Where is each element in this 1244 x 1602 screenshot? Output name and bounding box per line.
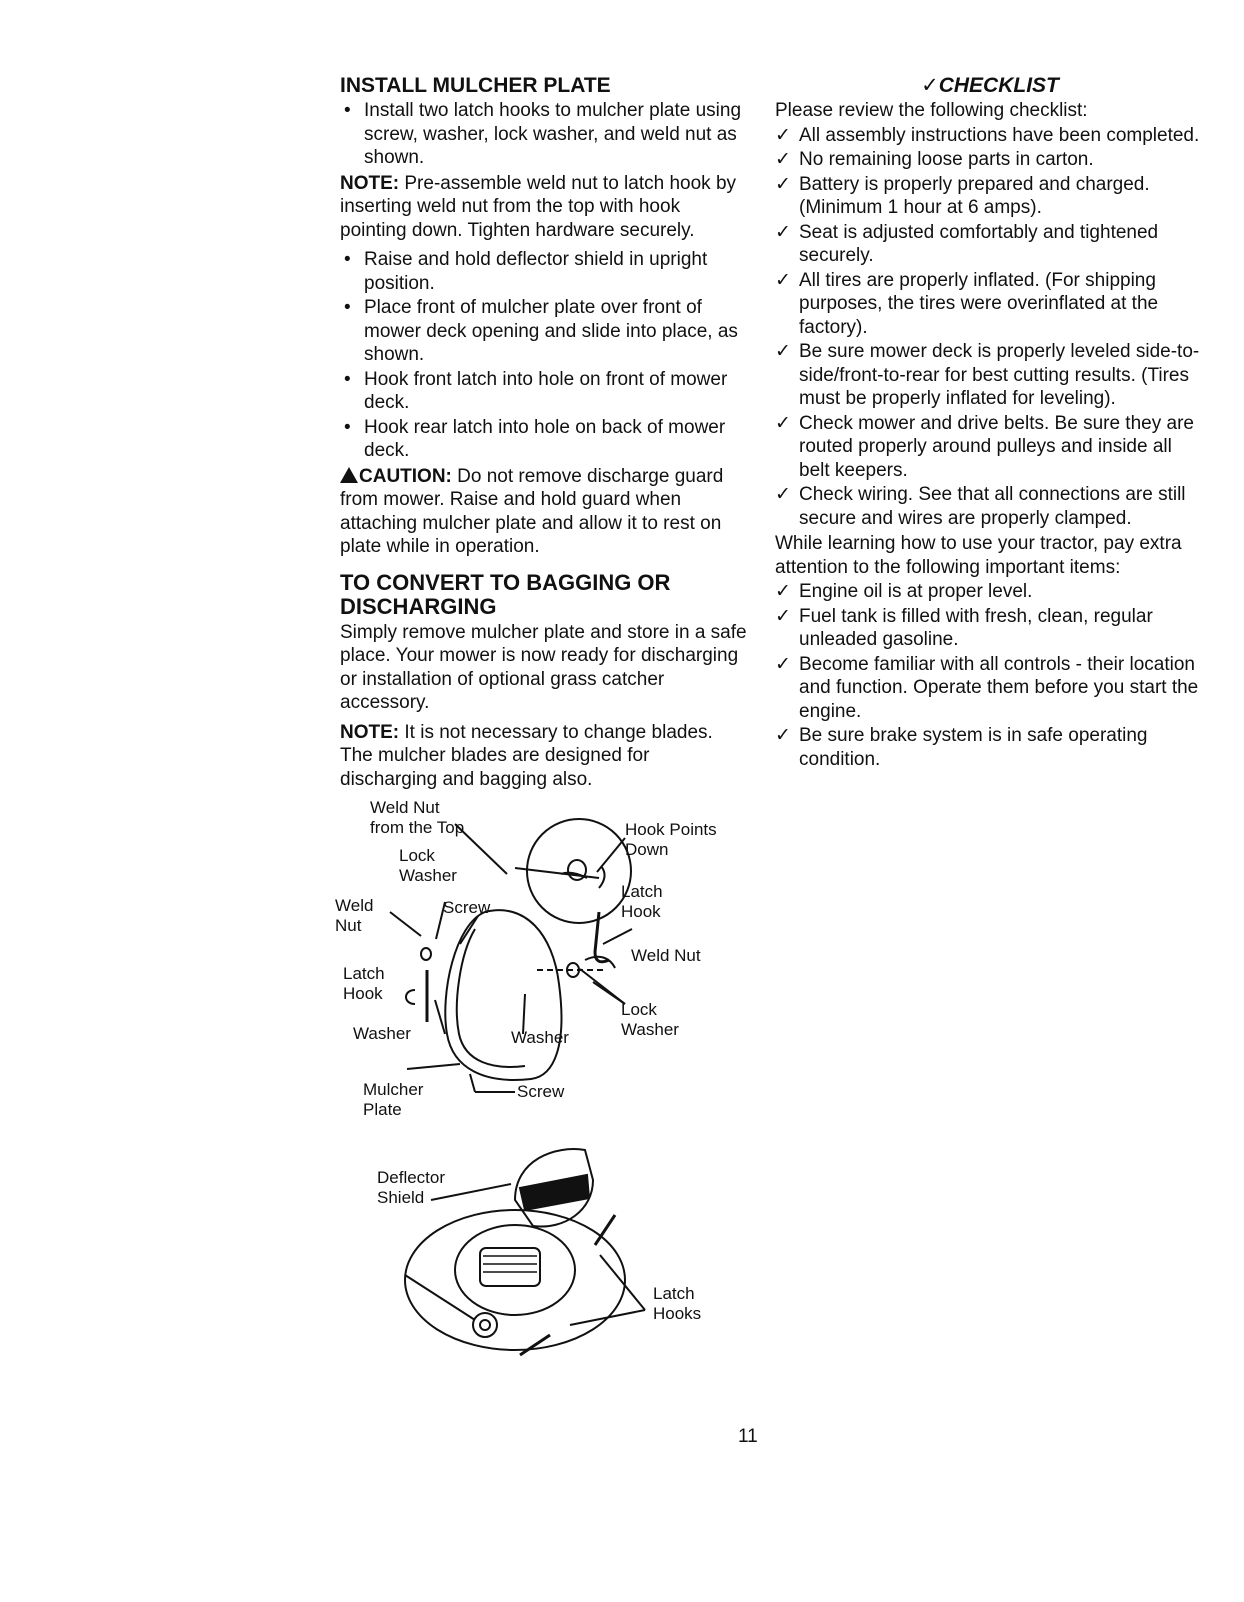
note-blades bbox=[340, 721, 750, 792]
checklist-items bbox=[775, 124, 1205, 531]
check-icon: ✓ bbox=[775, 341, 791, 362]
checklist-item bbox=[775, 483, 1205, 530]
bullet-item: • Place front of mulcher plate over front of mower deck opening and slide into place, as shown. bbox=[340, 296, 750, 367]
check-icon: ✓ bbox=[775, 149, 791, 170]
label-latch-hook-right bbox=[621, 882, 663, 922]
checklist-item bbox=[775, 173, 1205, 220]
label-line: Latch bbox=[653, 1284, 695, 1303]
note-preassemble bbox=[340, 172, 750, 243]
checklist-item bbox=[775, 269, 1205, 340]
bullet-item: • Raise and hold deflector shield in upright position. bbox=[340, 248, 750, 295]
checklist-item bbox=[775, 580, 1205, 604]
learning-intro: While learning how to use your tractor, pay extra attention to the following important items: bbox=[775, 533, 1182, 578]
page-number: 11 bbox=[738, 1426, 758, 1447]
label-weld-nut-top bbox=[370, 798, 464, 838]
convert-text: Simply remove mulcher plate and store in a safe place. Your mower is now ready for discharging or installation of optional grass catcher accessory. bbox=[340, 621, 747, 713]
caution-text: Do not remove discharge guard from mower. Raise and hold guard when attaching mulcher plate and allow it to rest on plate while in operation. bbox=[340, 465, 724, 557]
mulcher-plate-shape bbox=[445, 910, 561, 1080]
check-icon: ✓ bbox=[921, 74, 939, 97]
right-column bbox=[775, 74, 1205, 773]
note-text: It is not necessary to change blades. The mulcher blades are designed for discharging and bagging also. bbox=[340, 721, 713, 790]
checklist-item bbox=[775, 724, 1205, 771]
label-latch-hooks bbox=[653, 1284, 701, 1324]
bullet-item: • Hook rear latch into hole on back of mower deck. bbox=[340, 416, 750, 463]
checklist-item bbox=[775, 605, 1205, 652]
label-line: Latch bbox=[343, 964, 385, 983]
item-text: Check mower and drive belts. Be sure they are routed properly around pulleys and inside all belt keepers. bbox=[799, 412, 1194, 481]
checklist-item bbox=[775, 653, 1205, 724]
caution-paragraph bbox=[340, 465, 750, 559]
install-mulcher-heading: INSTALL MULCHER PLATE bbox=[340, 74, 611, 97]
checklist-item bbox=[775, 412, 1205, 483]
item-text: Be sure mower deck is properly leveled side-to-side/front-to-rear for best cutting results. (Tires must be properly inflated for leveling). bbox=[799, 341, 1200, 409]
label-line: Down bbox=[625, 840, 669, 859]
item-text: Be sure brake system is in safe operating condition. bbox=[799, 725, 1148, 770]
caution-label: CAUTION: bbox=[359, 465, 452, 487]
check-icon: ✓ bbox=[775, 653, 791, 675]
install-bullets bbox=[340, 99, 750, 170]
note-label: NOTE: bbox=[340, 721, 400, 743]
label-weld-nut-left bbox=[335, 896, 373, 936]
label-deflector-shield bbox=[377, 1168, 445, 1208]
checklist-title: CHECKLIST bbox=[938, 74, 1059, 97]
check-icon: ✓ bbox=[775, 581, 791, 602]
label-washer-left: Washer bbox=[353, 1024, 411, 1043]
learning-items bbox=[775, 580, 1205, 771]
checklist-item bbox=[775, 340, 1205, 411]
check-icon: ✓ bbox=[775, 605, 791, 627]
item-text: Engine oil is at proper level. bbox=[799, 581, 1033, 602]
label-line: Hook bbox=[343, 984, 383, 1003]
left-column bbox=[340, 74, 750, 797]
label-line: Shield bbox=[377, 1188, 425, 1207]
check-icon: ✓ bbox=[775, 173, 791, 195]
label-hook-points-down bbox=[625, 820, 717, 860]
item-text: Seat is adjusted comfortably and tightened securely. bbox=[799, 221, 1159, 266]
check-icon: ✓ bbox=[775, 124, 791, 146]
check-icon: ✓ bbox=[775, 269, 791, 291]
label-line: Washer bbox=[621, 1020, 679, 1039]
check-icon: ✓ bbox=[775, 484, 791, 505]
checklist-intro: Please review the following checklist: bbox=[775, 100, 1088, 121]
step-bullets bbox=[340, 248, 750, 463]
label-line: Weld bbox=[335, 896, 374, 915]
label-lock-washer-right bbox=[621, 1000, 679, 1040]
label-line: Washer bbox=[399, 866, 457, 885]
label-latch-hook-left bbox=[343, 964, 385, 1004]
install-bullet: • Install two latch hooks to mulcher plate using screw, washer, lock washer, and weld nut as shown. bbox=[340, 99, 750, 170]
warning-triangle-icon bbox=[340, 467, 358, 483]
label-line: Hook bbox=[621, 902, 661, 921]
item-text: Fuel tank is filled with fresh, clean, regular unleaded gasoline. bbox=[799, 605, 1153, 650]
item-text: No remaining loose parts in carton. bbox=[799, 149, 1094, 170]
label-line: from the Top bbox=[370, 818, 465, 837]
label-weld-nut-right: Weld Nut bbox=[631, 946, 701, 965]
mulcher-plate-diagram bbox=[335, 794, 755, 1134]
item-text: Check wiring. See that all connections are still secure and wires are properly clamped. bbox=[799, 484, 1186, 529]
item-text: All tires are properly inflated. (For shipping purposes, the tires were overinflated at the factory). bbox=[799, 269, 1159, 338]
checklist-item bbox=[775, 124, 1205, 148]
label-line: Nut bbox=[335, 916, 362, 935]
item-text: Battery is properly prepared and charged. (Minimum 1 hour at 6 amps). bbox=[799, 173, 1150, 218]
check-icon: ✓ bbox=[775, 412, 791, 434]
checklist-item bbox=[775, 221, 1205, 268]
label-line: Deflector bbox=[377, 1168, 446, 1187]
label-line: Lock bbox=[399, 846, 435, 865]
label-line: Mulcher bbox=[363, 1080, 424, 1099]
mower-deck-diagram bbox=[365, 1140, 725, 1370]
label-lock-washer bbox=[399, 846, 457, 886]
item-text: Become familiar with all controls - their location and function. Operate them before you start the engine. bbox=[799, 653, 1199, 722]
note-label: NOTE: bbox=[340, 172, 400, 194]
label-screw-top: Screw bbox=[443, 898, 491, 917]
bullet-item: • Hook front latch into hole on front of mower deck. bbox=[340, 368, 750, 415]
checklist-item bbox=[775, 148, 1205, 172]
check-icon: ✓ bbox=[775, 221, 791, 243]
label-line: Weld Nut bbox=[370, 798, 440, 817]
label-screw-bottom: Screw bbox=[517, 1082, 565, 1101]
label-mulcher-plate bbox=[363, 1080, 423, 1120]
convert-heading: TO CONVERT TO BAGGING OR DISCHARGING bbox=[340, 569, 671, 619]
checklist-heading bbox=[775, 74, 1205, 97]
check-icon: ✓ bbox=[775, 725, 791, 746]
label-line: Latch bbox=[621, 882, 663, 901]
note-text: Pre-assemble weld nut to latch hook by inserting weld nut from the top with hook pointing down. Tighten hardware securely. bbox=[340, 172, 737, 241]
label-washer-center: Washer bbox=[511, 1028, 569, 1047]
label-line: Plate bbox=[363, 1100, 402, 1119]
label-line: Hooks bbox=[653, 1304, 702, 1323]
label-line: Hook Points bbox=[625, 820, 717, 839]
label-line: Lock bbox=[621, 1000, 657, 1019]
item-text: All assembly instructions have been completed. bbox=[799, 124, 1200, 146]
deck-shape bbox=[405, 1210, 625, 1350]
